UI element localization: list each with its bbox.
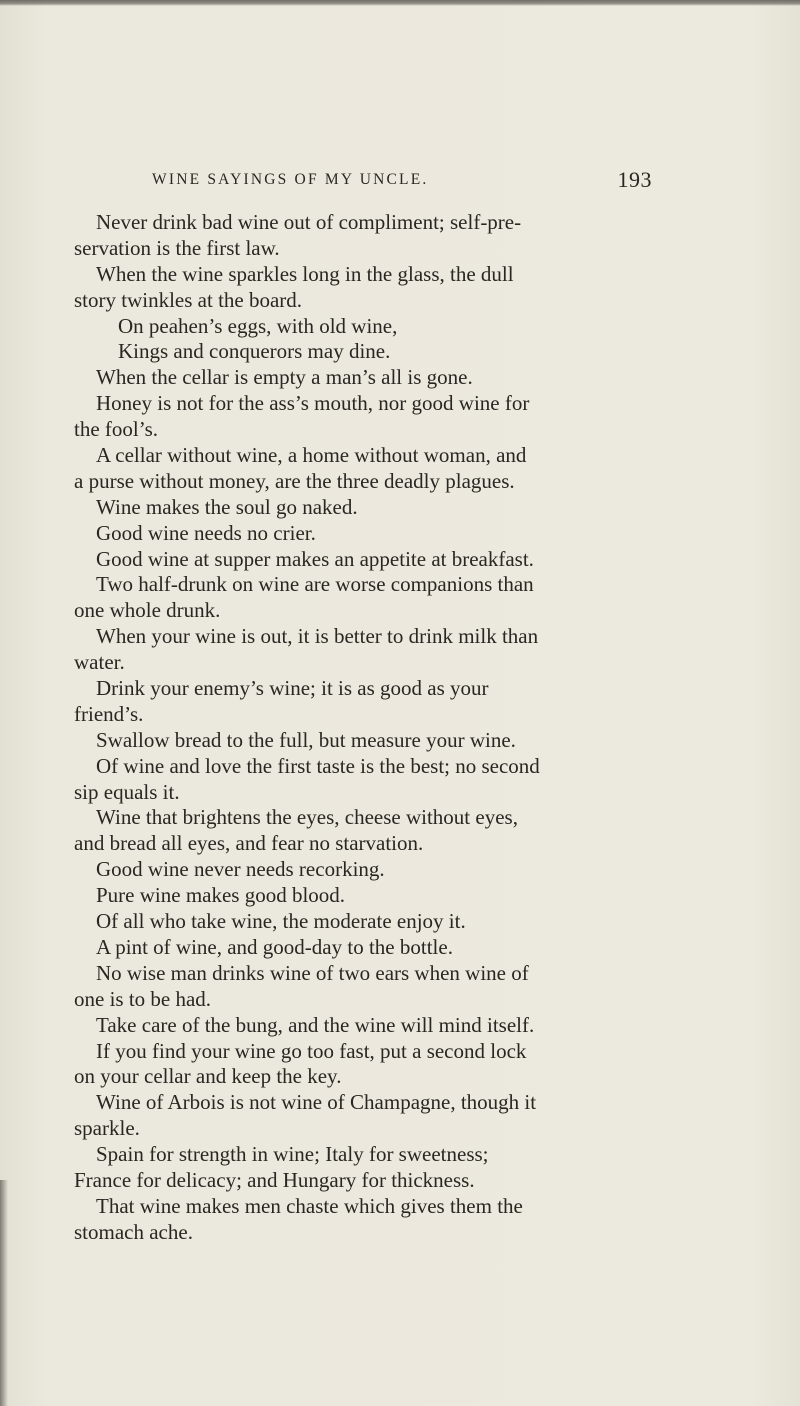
text-line: Of wine and love the first taste is the best; no second xyxy=(96,753,540,778)
text-line: water. xyxy=(74,650,125,675)
text-line: friend’s. xyxy=(74,701,144,726)
text-line: servation is the first law. xyxy=(74,235,280,260)
text-line: Never drink bad wine out of compliment; self-pre- xyxy=(96,210,522,234)
text-line: When your wine is out, it is better to drink milk than xyxy=(96,624,539,649)
text-line: Honey is not for the ass’s mouth, nor good wine for xyxy=(96,391,530,416)
page-header xyxy=(152,167,652,197)
text-line: Spain for strength in wine; Italy for sweetness; xyxy=(96,1142,489,1167)
running-head: WINE SAYINGS OF MY UNCLE. xyxy=(152,171,429,188)
text-line: That wine makes men chaste which gives them the xyxy=(96,1193,523,1218)
text-line: Good wine at supper makes an appetite at breakfast. xyxy=(96,546,534,571)
page-number: 193 xyxy=(617,167,652,192)
text-line: Take care of the bung, and the wine will mind itself. xyxy=(96,1012,535,1037)
text-line: one whole drunk. xyxy=(74,598,221,623)
text-line: story twinkles at the board. xyxy=(74,287,303,312)
text-line: Swallow bread to the full, but measure your wine. xyxy=(96,727,516,752)
text-line: on your cellar and keep the key. xyxy=(74,1064,342,1089)
text-line: A cellar without wine, a home without woman, and xyxy=(96,443,527,468)
text-line: No wise man drinks wine of two ears when wine of xyxy=(96,960,529,985)
text-line: Two half-drunk on wine are worse companions than xyxy=(96,572,534,597)
text-line: Good wine needs no crier. xyxy=(96,520,316,545)
body-text xyxy=(74,210,742,1246)
text-line: Wine that brightens the eyes, cheese without eyes, xyxy=(96,805,518,830)
text-line: When the wine sparkles long in the glass, the dull xyxy=(96,261,514,286)
text-line: a purse without money, are the three deadly plagues. xyxy=(74,468,515,493)
text-line: When the cellar is empty a man’s all is gone. xyxy=(96,365,473,390)
text-line: one is to be had. xyxy=(74,986,212,1011)
text-line: Good wine never needs recorking. xyxy=(96,857,385,882)
verse-line: Kings and conquerors may dine. xyxy=(118,339,391,364)
text-line: sip equals it. xyxy=(74,779,180,804)
verse-line: On peahen’s eggs, with old wine, xyxy=(118,313,398,338)
text-line: If you find your wine go too fast, put a second lock xyxy=(96,1038,527,1063)
page-left-edge-shadow xyxy=(0,1180,8,1406)
text-line: sparkle. xyxy=(74,1116,140,1141)
text-line: and bread all eyes, and fear no starvation. xyxy=(74,831,424,856)
text-line: A pint of wine, and good-day to the bottle. xyxy=(96,934,453,959)
text-line: Wine of Arbois is not wine of Champagne, though it xyxy=(96,1090,537,1115)
text-line: stomach ache. xyxy=(74,1219,193,1244)
text-line: Wine makes the soul go naked. xyxy=(96,494,358,519)
text-line: Drink your enemy’s wine; it is as good as your xyxy=(96,676,489,701)
text-line: France for delicacy; and Hungary for thickness. xyxy=(74,1167,475,1192)
page-top-edge-shadow xyxy=(0,0,800,6)
text-line: Pure wine makes good blood. xyxy=(96,883,346,908)
text-line: Of all who take wine, the moderate enjoy it. xyxy=(96,909,466,934)
text-line: the fool’s. xyxy=(74,417,158,442)
